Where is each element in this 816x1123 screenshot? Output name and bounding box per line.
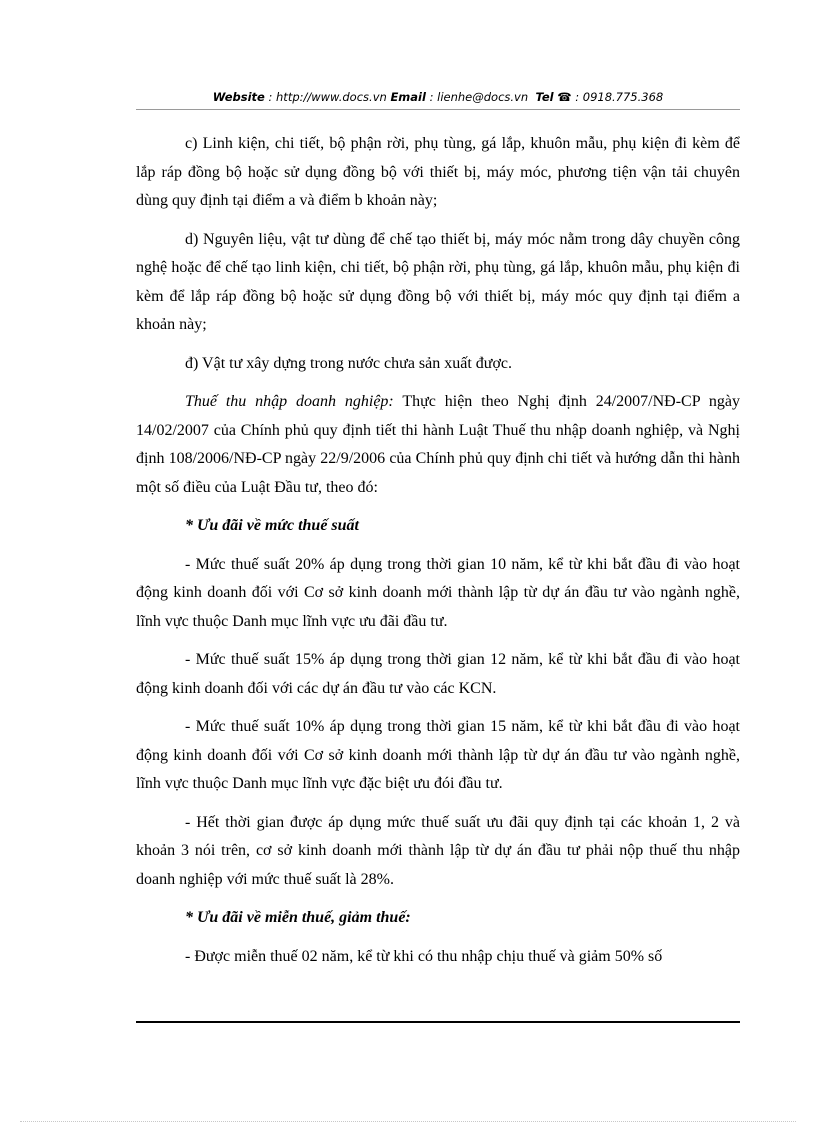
heading-exemption-incentives: * Ưu đãi về miễn thuế, giảm thuế: <box>185 909 411 926</box>
email-separator: : <box>425 90 438 104</box>
paragraph-dd: đ) Vật tư xây dựng trong nước chưa sản xuất được. <box>185 354 513 372</box>
page-edge-border <box>20 1121 796 1122</box>
tel-label: Tel <box>535 90 554 104</box>
telephone-icon: ☎ <box>557 90 572 104</box>
tax-lead-text: Thực hiện theo Nghị định 24/2007/NĐ-CP ngày 14/02/2007 của Chính phủ quy định tiết thi hành Luật Thuế thu nhập doanh nghiệp, và Nghị định 108/2006/NĐ-CP ngày 22/9/2006 của Chính phủ quy định chi tiết và hướng dẫn thi hành một số điều của Luật Đầu tư, theo đó: <box>136 393 740 496</box>
paragraph-exemption: - Được miễn thuế 02 năm, kể từ khi có thu nhập chịu thuế và giảm 50% số <box>185 947 663 965</box>
page-header <box>136 89 740 105</box>
website-separator: : <box>264 90 277 104</box>
email-address[interactable]: lienhe@docs.vn <box>437 90 529 104</box>
email-label: Email <box>390 90 426 104</box>
heading-tax-rate-incentives: * Ưu đãi về mức thuế suất <box>185 517 359 534</box>
paragraph-rate-15: - Mức thuế suất 15% áp dụng trong thời gian 12 năm, kể từ khi bắt đầu đi vào hoạt động kinh doanh đối với các dự án đầu tư vào các KCN. <box>136 651 740 697</box>
paragraph-corporate-income-tax <box>136 388 740 502</box>
tax-lead-label: Thuế thu nhập doanh nghiệp: <box>185 393 394 410</box>
paragraph-rate-20: - Mức thuế suất 20% áp dụng trong thời gian 10 năm, kể từ khi bắt đầu đi vào hoạt động kinh doanh đối với Cơ sở kinh doanh mới thành lập từ dự án đầu tư vào ngành nghề, lĩnh vực thuộc Danh mục lĩnh vực ưu đãi đầu tư. <box>136 555 740 630</box>
paragraph-d: d) Nguyên liệu, vật tư dùng để chế tạo thiết bị, máy móc nằm trong dây chuyền công nghệ hoặc để chế tạo linh kiện, chi tiết, bộ phận rời, phụ tùng, gá lắp, khuôn mẫu, phụ kiện đi kèm để lắp ráp đồng bộ hoặc sử dụng đồng bộ với thiết bị, máy móc quy định tại điểm a khoản này; <box>136 230 740 333</box>
paragraph-c: c) Linh kiện, chi tiết, bộ phận rời, phụ tùng, gá lắp, khuôn mẫu, phụ kiện đi kèm để lắp ráp đồng bộ hoặc sử dụng đồng bộ với thiết bị, máy móc, phương tiện vận tải chuyên dùng quy định tại điểm a và điểm b khoản này; <box>136 135 740 209</box>
document-body <box>136 130 740 981</box>
paragraph-rate-28: - Hết thời gian được áp dụng mức thuế suất ưu đãi quy định tại các khoản 1, 2 và khoản 3 nói trên, cơ sở kinh doanh mới thành lập từ dự án đầu tư phải nộp thuế thu nhập doanh nghiệp với mức thuế suất là 28%. <box>136 813 740 888</box>
website-url[interactable]: http://www.docs.vn <box>276 90 387 104</box>
website-label: Website <box>212 90 265 104</box>
tel-number: 0918.775.368 <box>582 90 664 104</box>
paragraph-rate-10: - Mức thuế suất 10% áp dụng trong thời gian 15 năm, kể từ khi bắt đầu đi vào hoạt động kinh doanh đối với Cơ sở kinh doanh mới thành lập từ dự án đầu tư vào ngành nghề, lĩnh vực thuộc Danh mục lĩnh vực đặc biệt ưu đói đầu tư. <box>136 718 740 792</box>
header-divider <box>136 109 740 110</box>
tel-separator: : <box>571 90 583 104</box>
footer-divider <box>136 1021 740 1023</box>
